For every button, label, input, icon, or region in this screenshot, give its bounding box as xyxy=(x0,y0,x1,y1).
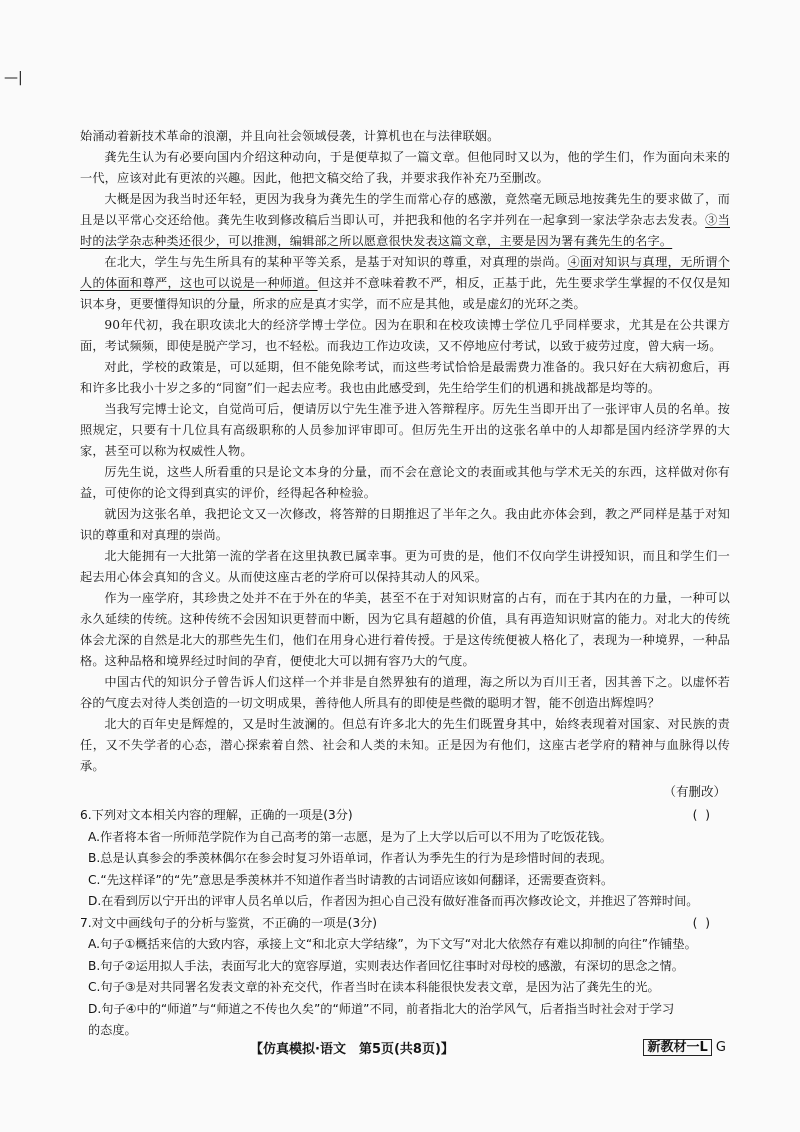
passage-paragraph xyxy=(80,357,730,399)
answer-option: C.句子③是对共同署名发表文章的补充交代，作者当时在读本科能很快发表文章，是因为沾了龚先生的光。 xyxy=(88,980,660,994)
edition-box: 新教材一L xyxy=(643,1039,711,1056)
question-stem xyxy=(80,913,730,935)
paragraph-text: 北大的百年史是辉煌的，又是时生波澜的。但总有许多北大的先生们既置身其中，始终表现着对国家、对民族的责任，又不失学者的心态，潜心探索着自然、社会和人类的未知。正是因为有他们，这座古老学府的精神与血脉得以传承。 xyxy=(80,717,730,773)
source-note: （有删改） xyxy=(663,784,726,799)
passage-paragraph xyxy=(80,714,730,777)
footer-page-info: 【仿真模拟·语文 第5页(共8页)】 xyxy=(250,1042,454,1057)
exam-page xyxy=(80,126,730,1042)
passage-paragraph xyxy=(80,126,730,147)
answer-option: D.在看到厉以宁开出的评审人员名单以后，作者因为担心自己没有做好准备而再次修改论文，并推迟了答辩时间。 xyxy=(88,894,699,908)
paragraph-text: 厉先生说，这些人所看重的只是论文本身的分量，而不会在意论文的表面或其他与学术无关的东西，这样做对你有益，可使你的论文得到真实的评价，经得起各种检验。 xyxy=(80,465,730,500)
paragraph-text: 当我写完博士论文，自觉尚可后，便请厉以宁先生准予进入答辩程序。厉先生当即开出了一张评审人员的名单。按照规定，只要有十几位具有高级职称的人员参加评审即可。但厉先生开出的这张名单中的人却都是国内经济学界的大家，甚至可以称为权威性人物。 xyxy=(80,402,730,458)
passage-paragraph xyxy=(80,315,730,357)
answer-option: A.句子①概括来信的大致内容，承接上文“和北京大学结缘”，为下文写“对北大依然存有难以抑制的向往”作铺垫。 xyxy=(88,937,697,951)
passage-paragraph xyxy=(80,546,730,588)
passage-paragraph xyxy=(80,147,730,189)
answer-option: 的态度。 xyxy=(88,1023,137,1037)
question-stem-text: 6.下列对文本相关内容的理解，正确的一项是(3分) xyxy=(80,808,353,822)
question-section xyxy=(80,805,730,1042)
question-stem xyxy=(80,805,730,827)
question-block xyxy=(80,805,730,913)
passage-paragraph xyxy=(80,504,730,546)
paragraph-text: 北大能拥有一大批第一流的学者在这里执教已属幸事。更为可贵的是，他们不仅向学生讲授知识，而且和学生们一起去用心体会真知的含义。从而使这座古老的学府可以保持其动人的风采。 xyxy=(80,549,730,584)
paragraph-text: 大概是因为我当时还年轻，更因为我身为龚先生的学生而常心存的感激，竟然毫无顾忌地按龚先生的要求做了，而且是以平常心交还给他。龚先生收到修改稿后当即认可，并把我和他的名字并列在一起拿到一家法学杂志去发表。 xyxy=(80,192,730,227)
paragraph-text: 90年代初，我在职攻读北大的经济学博士学位。因为在职和在校攻读博士学位几乎同样要求，尤其是在公共课方面，考试频频，即使是脱产学习，也不轻松。而我边工作边攻读，又不停地应付考试，以致于疲劳过度，曾大病一场。 xyxy=(80,318,730,353)
edition-tag xyxy=(643,1036,726,1055)
reading-passage xyxy=(80,126,730,777)
paragraph-text: 在北大，学生与先生所具有的某种平等关系，是基于对知识的尊重，对真理的崇尚。 xyxy=(104,255,568,269)
answer-blank: ( ) xyxy=(692,808,712,822)
underlined-sentence: ④面对知识与真理，无所谓个人的体面和尊严，这也可以说是一种师道。 xyxy=(80,255,730,290)
answer-option: D.句子④中的“师道”与“师道之不传也久矣”的“师道”不同，前者指北大的治学风气，后者指当时社会对于学习 xyxy=(88,1001,675,1016)
paragraph-text: 始涌动着新技术革命的浪潮，并且向社会领域侵袭，计算机也在与法律联姻。 xyxy=(80,129,500,143)
passage-paragraph xyxy=(80,189,730,252)
passage-paragraph xyxy=(80,252,730,315)
question-block xyxy=(80,913,730,1042)
paragraph-text: 龚先生认为有必要向国内介绍这种动向，于是便草拟了一篇文章。但他同时又以为，他的学生们，作为面向未来的一代，应该对此有更浓的兴趣。因此，他把文稿交给了我，并要求我作补充乃至删改。 xyxy=(80,150,730,185)
paragraph-text: 就因为这张名单，我把论文又一次修改，将答辩的日期推迟了半年之久。我由此亦体会到，教之严同样是基于对知识的尊重和对真理的崇尚。 xyxy=(80,507,730,542)
paragraph-text: 作为一座学府，其珍贵之处并不在于外在的华美，甚至不在于对知识财富的占有，而在于其内在的力量，一种可以永久延续的传统。这种传统不会因知识更替而中断，因为它具有超越的价值，具有再造知识财富的能力。对北大的传统体会尤深的自然是北大的那些先生们，他们在用身心进行着传授。于是这传统便被人格化了，表现为一种境界，一种品格。这种品格和境界经过时间的孕育，便使北大可以拥有容乃大的气度。 xyxy=(80,591,730,668)
answer-option: B.总是认真参会的季羡林偶尔在参会时复习外语单词，作者认为季先生的行为是珍惜时间的表现。 xyxy=(88,851,613,865)
edition-letter: G xyxy=(715,1040,726,1055)
answer-option: B.句子②运用拟人手法，表面写北大的宽容厚道，实则表达作者回忆往事时对母校的感激，有深切的思念之情。 xyxy=(88,958,684,973)
question-stem-text: 7.对文中画线句子的分析与鉴赏，不正确的一项是(3分) xyxy=(80,915,378,930)
answer-option: C.“先这样译”的“先”意思是季羡林并不知道作者当时请教的古词语应该如何翻译，还需要查资料。 xyxy=(88,872,614,887)
passage-paragraph xyxy=(80,462,730,504)
answer-option: A.作者将本省一所师范学院作为自己高考的第一志愿，是为了上大学以后可以不用为了吃饭花钱。 xyxy=(88,829,612,844)
underlined-sentence: ③当时的法学杂志种类还很少，可以推测，编辑部之所以愿意很快发表这篇文章，主要是因为署有龚先生的名字。 xyxy=(80,213,730,248)
passage-paragraph xyxy=(80,672,730,714)
paragraph-text: 中国古代的知识分子曾告诉人们这样一个并非是自然界独有的道理，海之所以为百川王者，因其善下之。以虚怀若谷的气度去对待人类创造的一切文明成果，善待他人所具有的即使是些微的聪明才智，能不创造出辉煌吗？ xyxy=(80,675,730,710)
answer-blank: ( ) xyxy=(692,915,712,930)
paragraph-text: 但这并不意味着教不严，相反，正基于此，先生要求学生掌握的不仅仅是知识本身，更要懂得知识的分量，所求的应是真才实学，而不应是其他，或是虚幻的光环之类。 xyxy=(80,276,730,311)
paragraph-text: 对此，学校的政策是，可以延期，但不能免除考试，而这些考试恰恰是最需费力准备的。我只好在大病初愈后，再和许多比我小十岁之多的“同窗”们一起去应考。我也由此感受到，先生给学生们的机遇和挑战都是均等的。 xyxy=(80,360,730,395)
passage-paragraph xyxy=(80,399,730,462)
passage-paragraph xyxy=(80,588,730,672)
corner-mark: —| xyxy=(4,70,23,86)
